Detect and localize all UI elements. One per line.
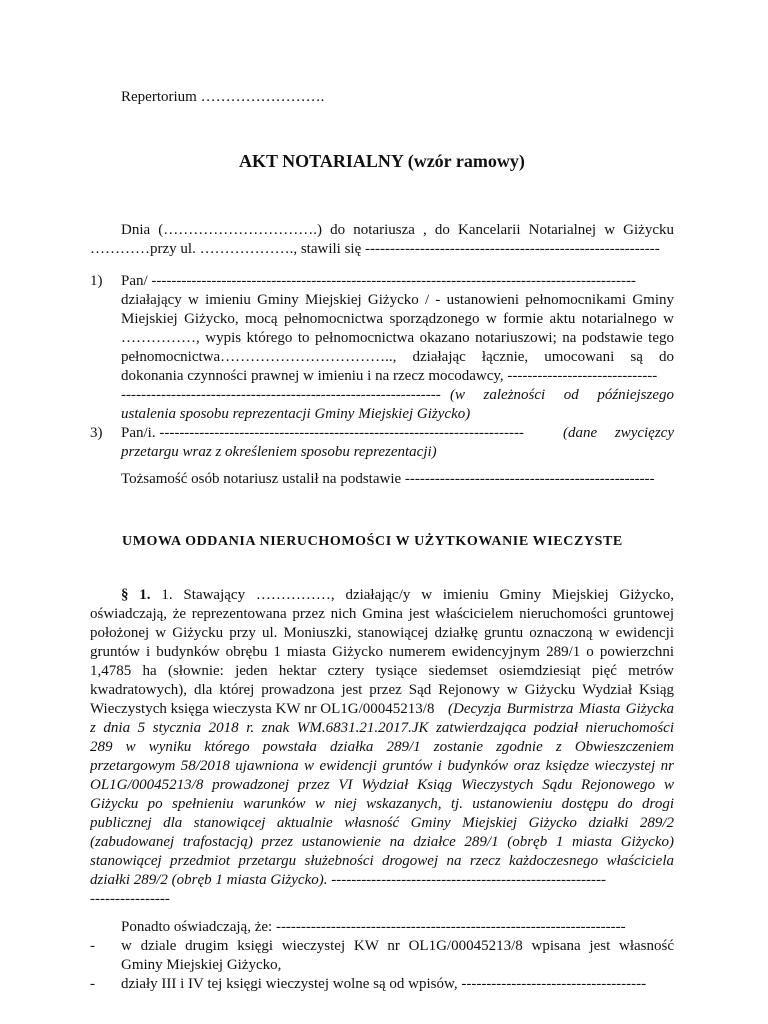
paragraph-line: kwadratowych), dla której prowadzona jest przez Sąd Rejonowy w Giżycku Wydział Ksiąg — [90, 682, 674, 698]
paragraph-note: stanowiącej przedmiot przetargu służebności drogowej na rzecz każdoczesnego właściciela — [90, 853, 674, 869]
statements-lead: Ponadto oświadczają, że: ---------------------------------------------------------------------- — [121, 919, 626, 935]
list-item-dash: - — [90, 938, 95, 954]
paragraph-note: z dnia 5 stycznia 2018 r. znak WM.6831.21.2017.JK zatwierdzająca podział nieruchomości — [90, 720, 674, 736]
document-title — [239, 152, 525, 171]
paragraph-line: 1,4785 ha (słownie: jeden hektar cztery tysiące siedemset osiemdziesiąt pięć metrów — [90, 663, 674, 679]
paragraph-number: § 1. — [121, 587, 151, 603]
party-1-line: ……………, wypis którego to pełnomocnictwa okazano notariuszowi; na podstawie tego — [121, 330, 674, 346]
paragraph-note: Giżycku po spełnieniu warunków w niej wskazanych, tj. ustanowieniu dostępu do drogi — [90, 796, 674, 812]
paragraph-line: ---------------- — [90, 891, 170, 907]
paragraph-note: (Decyzja Burmistrza Miasta Giżycka — [448, 701, 674, 717]
list-item-dash: - — [90, 976, 95, 992]
party-3-line: Pan/i. ------------------------------------------------------------------------- — [121, 425, 524, 441]
party-1-line: działający w imieniu Gminy Miejskiej Giżycko / - ustanowieni pełnomocnikami Gminy — [121, 292, 674, 308]
paragraph-line: Wieczystych księga wieczysta KW nr OL1G/00045213/8 — [90, 701, 435, 717]
party-1-note: ustalenia sposobu reprezentacji Gminy Miejskiej Giżycko) — [121, 406, 471, 422]
paragraph-line: gruntów i budynków obrębu 1 miasta Giżycko numerem ewidencyjnym 289/1 o powierzchni — [90, 644, 674, 660]
paragraph-line: położonej w Giżycku przy ul. Moniuszki, stanowiącej działkę gruntu oznaczoną w ewidencji — [90, 625, 674, 641]
intro-line-1: Dnia (………………………….) do notariusza , do Kancelarii Notarialnej w Giżycku — [121, 222, 674, 238]
party-3-note: przetargu wraz z określeniem sposobu reprezentacji) — [121, 444, 437, 460]
party-1-line: dokonania czynności prawnej w imieniu i na rzecz mocodawcy, ------------------------------ — [121, 368, 658, 384]
paragraph-note: (zabudowanej trafostacją) przez ustanowienie na działce 289/1 (obręb 1 miasta Giżycko) — [90, 834, 674, 850]
list-item: w dziale drugim księgi wieczystej KW nr OL1G/00045213/8 wpisana jest własność — [121, 938, 674, 954]
list-item: Gminy Miejskiej Giżycko, — [121, 957, 282, 973]
party-3-number: 3) — [90, 425, 103, 441]
party-1-line: Pan/ ------------------------------------------------------------------------------------------------- — [121, 273, 636, 289]
paragraph-note: przetargowym 58/2018 ujawniona w ewidencji gruntów i budynków oraz księdze wieczystej nr — [90, 758, 674, 774]
repertorium-line: Repertorium ……………………. — [121, 89, 325, 105]
paragraph-line: oświadczają, że reprezentowana przez nich Gmina jest właścicielem nieruchomości gruntowej — [90, 606, 674, 622]
paragraph-note: 289 w wyniku którego powstała działka 289/1 zostanie zgodnie z Obwieszczeniem — [90, 739, 674, 755]
party-1-number: 1) — [90, 273, 103, 289]
paragraph-note: publicznej dla stanowiącej aktualnie własność Gminy Miejskiej Giżycko działki 289/2 — [90, 815, 674, 831]
intro-line-2: …………przy ul. ………………., stawili się ----------------------------------------------------------- — [90, 241, 660, 257]
paragraph-line: działki 289/2 (obręb 1 miasta Giżycko). ------------------------------------------------------- — [90, 872, 606, 888]
paragraph-line: § 1. 1. Stawający ……………, działając/y w imieniu Gminy Miejskiej Giżycko, — [121, 587, 674, 603]
party-1-note: (w zależności od późniejszego — [450, 387, 674, 403]
party-1-line: Miejskiej Giżycko, mocą pełnomocnictwa sporządzonego w formie aktu notarialnego w — [121, 311, 674, 327]
paragraph-note: OL1G/00045213/8 prowadzonej przez VI Wydział Ksiąg Wieczystych Sądu Rejonowego w — [90, 777, 674, 793]
party-3-note: (dane zwycięzcy — [563, 425, 674, 441]
party-1-line: ---------------------------------------------------------------- — [121, 387, 441, 403]
list-item: działy III i IV tej księgi wieczystej wolne są od wpisów, ------------------------------------- — [121, 976, 647, 992]
title-sub: (wzór ramowy) — [407, 151, 525, 171]
title-main: AKT NOTARIALNY — [239, 151, 404, 171]
identity-line: Tożsamość osób notariusz ustalił na podstawie -------------------------------------------------- — [121, 471, 655, 487]
party-1-line: pełnomocnictwa…………………………….., działając łącznie, umocowani są do — [121, 349, 674, 365]
section-heading: UMOWA ODDANIA NIERUCHOMOŚCI W UŻYTKOWANIE WIECZYSTE — [122, 534, 623, 549]
